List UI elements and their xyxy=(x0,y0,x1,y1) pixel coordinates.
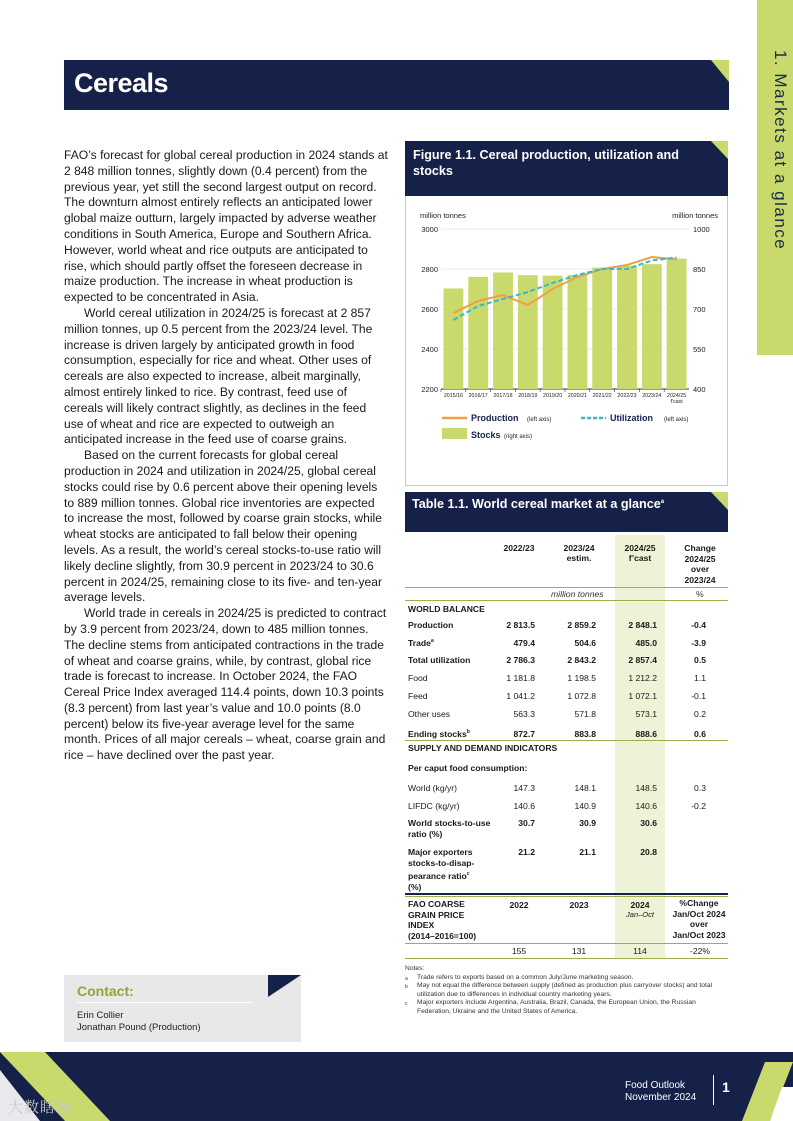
table-corner xyxy=(711,492,728,510)
unit-change: % xyxy=(696,589,704,599)
label-line: Major exporters xyxy=(408,847,473,857)
contact-person-2: Jonathan Pound (Production) xyxy=(77,1022,201,1033)
legend-utilization-axis: (left axis) xyxy=(664,417,689,423)
forecast-note: f'cast xyxy=(670,399,683,405)
col-header-sub: estim. xyxy=(566,553,592,563)
left-tick-label: 2800 xyxy=(421,265,438,274)
section-tab-tip xyxy=(757,320,793,360)
left-axis-unit: million tonnes xyxy=(420,211,466,220)
row-label xyxy=(408,709,450,719)
row-label xyxy=(408,655,470,665)
table-cell: 140.9 xyxy=(574,801,596,811)
row-label xyxy=(408,729,470,739)
note-b-text: May not equal the difference between supply (defined as production plus carryover stocks) and total utilization due to differences in individual country marketing years. xyxy=(417,982,713,998)
table-cell: 1 072.8 xyxy=(567,691,596,701)
note-a: a Trade refers to exports based on a common July/June marketing season. xyxy=(405,973,634,982)
note-b: b May not equal the difference between supply (defined as production plus carryover stocks) and total utilization due to differences in individual country marketing years. xyxy=(405,982,713,998)
col-header-sub: 2023/24 xyxy=(684,574,716,585)
row-label xyxy=(408,638,434,648)
table-cell: 1 181.8 xyxy=(506,673,535,683)
col-header-sub: over xyxy=(690,564,710,574)
row-label-text: Total utilization xyxy=(408,655,471,665)
rule xyxy=(405,600,728,601)
table-cell: 479.4 xyxy=(513,638,535,648)
legend-stocks-label: Stocks xyxy=(471,430,501,440)
table-cell: 2 843.2 xyxy=(567,655,596,665)
label-line: ratio (%) xyxy=(408,829,443,839)
note-c: c Major exporters include Argentina, Australia, Brazil, Canada, the European Union, the Russian Federation, Ukraine and the United States of America. xyxy=(405,999,696,1015)
table-cell: 1.1 xyxy=(694,673,706,683)
contact-title: Contact: xyxy=(77,983,134,999)
col-header-sub: over xyxy=(689,919,709,929)
title-corner xyxy=(711,60,729,82)
stocks-bar xyxy=(493,272,513,389)
section-world-balance: WORLD BALANCE xyxy=(408,604,485,614)
label-line: pearance ratio xyxy=(408,870,467,881)
right-tick-label: 550 xyxy=(693,345,706,354)
table-cell: 147.3 xyxy=(513,783,535,793)
col-header-change xyxy=(672,543,728,585)
table-cell: -0.1 xyxy=(691,691,706,701)
table-notes xyxy=(405,965,728,1017)
row-label xyxy=(408,673,428,683)
col-header-text: 2024/25 xyxy=(624,543,656,553)
paragraph-2: World cereal utilization in 2024/25 is forecast at 2 857 million tonnes, up 0.5 percent from the 2023/24 level. The increase is driven largely by anticipated growth in food consumption, especially for rice and wheat. Other uses of cereals are also expected to increase, albeit marginally, almost entirely linked to rice. By contrast, feed use of cereals will likely contract slightly, as declines in the feed use of wheat and rice are expected to outweigh an anticipated increase in the feed use of coarse grains. xyxy=(64,305,373,447)
x-tick-label: 2023/24 xyxy=(642,393,662,399)
rule-dark xyxy=(405,893,728,895)
table-cell: -0.4 xyxy=(691,620,706,630)
table-title-sup: a xyxy=(660,498,665,505)
x-tick-label: 2017/18 xyxy=(493,393,513,399)
note-c-text: Major exporters include Argentina, Australia, Brazil, Canada, the European Union, the Russian Federation, Ukraine and the United States of America. xyxy=(417,999,696,1015)
row-label xyxy=(408,691,428,701)
stocks-to-use-2023-24: 30.9 xyxy=(579,818,596,828)
label-line: INDEX xyxy=(408,920,435,930)
x-tick-label: 2016/17 xyxy=(468,393,488,399)
label-line: FAO COARSE xyxy=(408,899,465,909)
index-value-2024: 114 xyxy=(633,946,647,956)
table-cell: -3.9 xyxy=(691,638,706,648)
row-label-text: Food xyxy=(408,673,428,683)
legend-production-axis: (left axis) xyxy=(527,417,552,423)
index-header-change xyxy=(668,898,730,940)
footer-separator xyxy=(713,1075,714,1105)
body-text xyxy=(64,148,388,764)
x-tick-label: 2018/19 xyxy=(518,393,538,399)
col-header-sub: Jan/Oct 2024 xyxy=(672,908,726,919)
row-label-text: Other uses xyxy=(408,709,451,719)
stocks-bar xyxy=(667,259,687,389)
paragraph-3: Based on the current forecasts for global cereal production in 2024 and utilization in 2024/25, global cereal stocks could rise by 0.6 percent above their opening levels to 889 million tonnes. Global rice inventories are expected to increase the most, followed by coarse grain stocks, while wheat stocks are anticipated to fall below their opening levels. As a result, the world’s cereal stocks-to-use ratio will likely decline slightly, from 30.9 percent in 2023/24 to 30.6 percent in 2024/25, remaining close to its five- and ten-year average levels. xyxy=(64,448,382,605)
legend-stocks-axis: (right axis) xyxy=(504,434,533,440)
right-tick-label: 850 xyxy=(693,265,706,274)
footer-publication-name: Food Outlook xyxy=(625,1080,686,1091)
major-exporters-2023-24: 21.1 xyxy=(579,847,596,857)
rule xyxy=(405,943,728,944)
col-header-text: 2023/24 xyxy=(563,543,595,553)
table-cell: 148.5 xyxy=(635,783,657,793)
x-tick-label: 2020/21 xyxy=(567,393,587,399)
row-label-text: Production xyxy=(408,620,454,630)
contact-person-1: Erin Collier xyxy=(77,1010,124,1021)
label-line: World stocks-to-use xyxy=(408,818,491,828)
notes-title: Notes: xyxy=(405,965,425,972)
table-cell: 1 072.1 xyxy=(628,691,657,701)
table-cell: 872.7 xyxy=(513,729,535,739)
stocks-bar xyxy=(567,275,587,389)
label-line: (%) xyxy=(408,881,422,892)
left-tick-label: 2400 xyxy=(421,345,438,354)
table-cell: 573.1 xyxy=(635,709,657,719)
watermark: 大数瞎境 xyxy=(8,1099,73,1116)
table-cell: 2 857.4 xyxy=(628,655,657,665)
table-cell: 1 212.2 xyxy=(628,673,657,683)
stocks-bar xyxy=(443,288,463,389)
figure-title: Figure 1.1. Cereal production, utilization and stocks xyxy=(413,148,679,178)
row-label-text: Feed xyxy=(408,691,428,701)
table-cell: 0.5 xyxy=(694,655,706,665)
footer-date: November 2024 xyxy=(625,1092,697,1103)
left-tick-label: 2600 xyxy=(421,305,438,314)
index-value-2023: 131 xyxy=(571,946,587,956)
table-cell: 1 198.5 xyxy=(567,673,596,683)
major-exporters-label xyxy=(408,847,493,893)
right-tick-label: 700 xyxy=(693,305,706,314)
table-cell: 2 786.3 xyxy=(506,655,535,665)
table-cell: 148.1 xyxy=(574,783,596,793)
index-value-change: -22% xyxy=(689,946,711,956)
table-cell: 883.8 xyxy=(574,729,596,739)
col-header-sub: Jan–Oct xyxy=(626,910,654,919)
contact-divider xyxy=(77,1002,253,1003)
table-title xyxy=(412,497,664,511)
table-cell: -0.2 xyxy=(691,801,706,811)
left-tick-label: 3000 xyxy=(421,225,438,234)
stocks-bar xyxy=(617,266,637,389)
figure-corner xyxy=(711,141,728,159)
table-cell: 0.6 xyxy=(694,729,706,739)
stocks-to-use-2024-25: 30.6 xyxy=(640,818,657,828)
row-label xyxy=(408,620,453,630)
x-tick-label: 2022/23 xyxy=(617,393,637,399)
page-number: 1 xyxy=(722,1079,730,1095)
col-header-text: %Change xyxy=(679,898,719,908)
rule xyxy=(405,896,728,897)
table-cell: 0.2 xyxy=(694,709,706,719)
stocks-to-use-label xyxy=(408,818,493,840)
cereal-chart xyxy=(405,200,728,485)
legend-stocks-swatch xyxy=(442,428,467,439)
label-line: (2014–2016=100) xyxy=(408,930,477,941)
x-tick-label: 2015/16 xyxy=(443,393,463,399)
rule xyxy=(405,587,728,588)
page-title: Cereals xyxy=(74,68,169,98)
right-axis-unit: million tonnes xyxy=(672,211,718,220)
row-label-text: Trade xyxy=(408,638,431,648)
contact-corner xyxy=(268,975,301,999)
section-supply-demand: SUPPLY AND DEMAND INDICATORS xyxy=(408,743,558,753)
col-header-2022-23 xyxy=(493,543,545,553)
major-exporters-2022-23: 21.2 xyxy=(518,847,535,857)
table-title-text: Table 1.1. World cereal market at a glance xyxy=(412,497,661,511)
index-header-2022: 2022 xyxy=(509,900,529,910)
legend-production-label: Production xyxy=(471,413,519,423)
col-header-sub: Jan/Oct 2023 xyxy=(672,929,726,940)
table-cell: 2 813.5 xyxy=(506,620,535,630)
table-cell: 888.6 xyxy=(635,729,657,739)
stocks-bar xyxy=(468,277,488,389)
table-cell: 504.6 xyxy=(574,638,596,648)
row-label: LIFDC (kg/yr) xyxy=(408,801,460,811)
x-tick-label: 2024/25 xyxy=(667,393,687,399)
table-cell: 140.6 xyxy=(513,801,535,811)
label-line: stocks-to-disap- xyxy=(408,858,475,868)
table-cell: 563.3 xyxy=(513,709,535,719)
x-tick-label: 2019/20 xyxy=(543,393,563,399)
paragraph-1: FAO’s forecast for global cereal production in 2024 stands at 2 848 million tonnes, slightly down (0.4 percent) from the previous year, yet still the second largest output on record. The downturn almost entirely reflects an anticipated lower global maize outturn, largely impacted by adverse weather conditions in South America, Europe and Southern Africa. However, world wheat and rice outputs are anticipated to rise, which should partly offset the foreseen decrease in maize production. The increase in wheat production is expected to be concentrated in Asia. xyxy=(64,148,388,305)
major-exporters-2024-25: 20.8 xyxy=(640,847,657,857)
index-header-2024 xyxy=(614,900,666,919)
footnote-marker: a xyxy=(430,638,434,645)
stocks-bar xyxy=(592,268,612,389)
col-header-sub: f’cast xyxy=(628,553,652,563)
unit-label: million tonnes xyxy=(551,589,604,599)
table-cell: 485.0 xyxy=(635,638,657,648)
footnote-marker: b xyxy=(466,729,470,736)
row-label: World (kg/yr) xyxy=(408,783,458,793)
col-header-text: 2022/23 xyxy=(503,543,535,553)
price-index-label xyxy=(408,899,493,941)
table-cell: 0.3 xyxy=(694,783,706,793)
rule xyxy=(405,740,728,741)
right-tick-label: 400 xyxy=(693,385,706,394)
left-tick-label: 2200 xyxy=(421,385,438,394)
stocks-to-use-2022-23: 30.7 xyxy=(518,818,535,828)
table-cell: 2 848.1 xyxy=(628,620,657,630)
note-a-text: Trade refers to exports based on a common July/June marketing season. xyxy=(417,973,634,981)
table-cell: 2 859.2 xyxy=(567,620,596,630)
col-header-2024-25 xyxy=(614,543,666,563)
col-header-text: 2024 xyxy=(630,900,650,910)
x-tick-label: 2021/22 xyxy=(592,393,612,399)
paragraph-4: World trade in cereals in 2024/25 is predicted to contract by 3.9 percent from 2023/24, down to 485 million tonnes. The decline stems from anticipated contractions in the trade of wheat and coarse grains, while, by contrast, global rice trade is forecast to increase. In October 2024, the FAO Cereal Price Index averaged 114.4 points, down 10.3 points (8.3 percent) from last year’s value and 10.0 points (8.0 percent) below its five-year average level for the same month. Prices of all major cereals – wheat, coarse grain and rice – have declined over the past year. xyxy=(64,606,387,763)
table-cell: 571.8 xyxy=(574,709,596,719)
col-header-text: Change xyxy=(684,543,716,553)
col-header-2023-24 xyxy=(553,543,605,563)
index-value-2022: 155 xyxy=(511,946,527,956)
legend-utilization-label: Utilization xyxy=(610,413,653,423)
footer-publication xyxy=(625,1080,696,1104)
section-tab-label: 1. Markets at a glance xyxy=(771,50,790,251)
table-cell: 140.6 xyxy=(635,801,657,811)
table-cell: 1 041.2 xyxy=(506,691,535,701)
col-header-sub: 2024/25 xyxy=(684,553,716,564)
rule xyxy=(405,958,728,959)
per-caput-label: Per caput food consumption: xyxy=(408,763,528,773)
footnote-marker: c xyxy=(466,871,470,877)
label-line: GRAIN PRICE xyxy=(408,909,465,920)
stocks-bar xyxy=(642,264,662,389)
index-header-2023: 2023 xyxy=(569,900,589,910)
right-tick-label: 1000 xyxy=(693,225,710,234)
row-label-text: Ending stocks xyxy=(408,729,467,739)
